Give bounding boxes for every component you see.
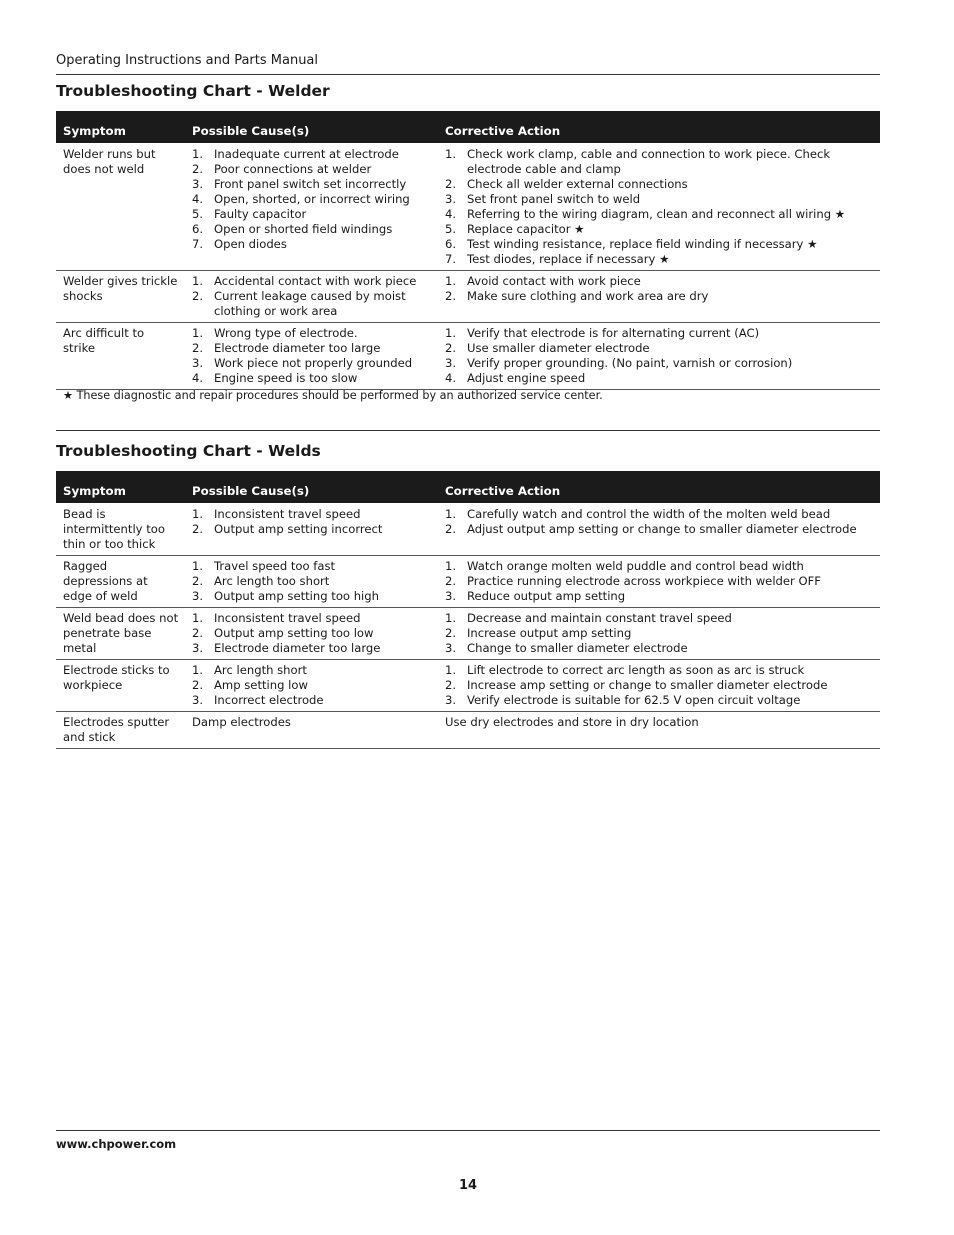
service-center-note: ★ These diagnostic and repair procedures should be performed by an authorized service center. bbox=[63, 389, 603, 402]
item-text: Use smaller diameter electrode bbox=[467, 341, 650, 355]
item-number: 2. bbox=[445, 522, 457, 536]
list-item bbox=[192, 678, 432, 693]
item-text: Front panel switch set incorrectly bbox=[214, 177, 407, 191]
item-text: Current leakage caused by moist clothing or work area bbox=[214, 289, 406, 318]
causes-cell bbox=[185, 608, 438, 660]
action-list bbox=[445, 326, 874, 386]
item-text: Adjust engine speed bbox=[467, 371, 586, 385]
list-item bbox=[192, 626, 432, 641]
welder-troubleshooting-table bbox=[56, 111, 880, 390]
action-list bbox=[445, 147, 874, 267]
item-text: Verify proper grounding. (No paint, varnish or corrosion) bbox=[467, 356, 793, 370]
list-item bbox=[445, 274, 874, 289]
item-number: 2. bbox=[445, 177, 457, 191]
action-list bbox=[445, 274, 874, 304]
item-number: 4. bbox=[192, 371, 204, 385]
list-item bbox=[192, 663, 432, 678]
page-number: 14 bbox=[458, 1178, 478, 1193]
list-item bbox=[445, 147, 874, 177]
item-text: Wrong type of electrode. bbox=[214, 326, 358, 340]
list-item bbox=[192, 641, 432, 656]
item-number: 2. bbox=[445, 289, 457, 303]
item-text: Practice running electrode across workpiece with welder OFF bbox=[467, 574, 821, 588]
item-text: Make sure clothing and work area are dry bbox=[467, 289, 709, 303]
item-number: 3. bbox=[192, 641, 204, 655]
actions-cell bbox=[438, 608, 880, 660]
item-text: Faulty capacitor bbox=[214, 207, 307, 221]
column-header-symptom: Symptom bbox=[56, 111, 185, 143]
actions-cell bbox=[438, 143, 880, 271]
running-header: Operating Instructions and Parts Manual bbox=[56, 53, 319, 68]
causes-cell bbox=[185, 503, 438, 556]
list-item bbox=[192, 274, 432, 289]
item-text: Output amp setting incorrect bbox=[214, 522, 383, 536]
list-item bbox=[445, 559, 874, 574]
list-item bbox=[192, 192, 432, 207]
item-number: 3. bbox=[445, 641, 457, 655]
causes-cell bbox=[185, 271, 438, 323]
table-row bbox=[56, 143, 880, 271]
item-text: Avoid contact with work piece bbox=[467, 274, 641, 288]
item-number: 1. bbox=[445, 147, 457, 161]
item-number: 1. bbox=[192, 663, 204, 677]
symptom-cell: Electrodes sputter and stick bbox=[56, 712, 185, 749]
table-row bbox=[56, 712, 880, 749]
list-item bbox=[192, 589, 432, 604]
item-number: 2. bbox=[192, 626, 204, 640]
item-text: Poor connections at welder bbox=[214, 162, 372, 176]
cause-list bbox=[192, 715, 432, 730]
table-row bbox=[56, 608, 880, 660]
item-text: Referring to the wiring diagram, clean and reconnect all wiring ★ bbox=[467, 207, 846, 221]
list-item bbox=[192, 715, 432, 730]
item-number: 2. bbox=[192, 574, 204, 588]
item-text: Check all welder external connections bbox=[467, 177, 688, 191]
symptom-cell: Weld bead does not penetrate base metal bbox=[56, 608, 185, 660]
list-item bbox=[445, 715, 874, 730]
list-item bbox=[445, 192, 874, 207]
list-item bbox=[445, 222, 874, 237]
symptom-cell: Welder runs but does not weld bbox=[56, 143, 185, 271]
cause-list bbox=[192, 663, 432, 708]
actions-cell bbox=[438, 660, 880, 712]
item-text: Set front panel switch to weld bbox=[467, 192, 641, 206]
item-text: Use dry electrodes and store in dry location bbox=[445, 715, 699, 729]
item-number: 1. bbox=[192, 507, 204, 521]
list-item bbox=[445, 371, 874, 386]
item-text: Accidental contact with work piece bbox=[214, 274, 417, 288]
list-item bbox=[445, 207, 874, 222]
item-number: 7. bbox=[192, 237, 204, 251]
list-item bbox=[192, 326, 432, 341]
item-number: 2. bbox=[192, 341, 204, 355]
item-text: Lift electrode to correct arc length as soon as arc is struck bbox=[467, 663, 805, 677]
item-text: Inconsistent travel speed bbox=[214, 611, 361, 625]
symptom-cell: Bead is intermittently too thin or too thick bbox=[56, 503, 185, 556]
item-number: 2. bbox=[445, 574, 457, 588]
welds-troubleshooting-table bbox=[56, 471, 880, 749]
list-item bbox=[192, 237, 432, 252]
list-item bbox=[445, 693, 874, 708]
table-row bbox=[56, 323, 880, 390]
item-number: 1. bbox=[445, 663, 457, 677]
item-text: Test diodes, replace if necessary ★ bbox=[467, 252, 670, 266]
item-number: 1. bbox=[192, 326, 204, 340]
item-number: 1. bbox=[192, 147, 204, 161]
list-item bbox=[445, 663, 874, 678]
item-text: Open, shorted, or incorrect wiring bbox=[214, 192, 410, 206]
list-item bbox=[445, 326, 874, 341]
item-number: 3. bbox=[445, 192, 457, 206]
item-text: Travel speed too fast bbox=[214, 559, 336, 573]
item-text: Output amp setting too low bbox=[214, 626, 374, 640]
header-divider bbox=[56, 74, 880, 75]
item-text: Amp setting low bbox=[214, 678, 308, 692]
list-item bbox=[192, 162, 432, 177]
list-item bbox=[192, 222, 432, 237]
item-text: Arc length short bbox=[214, 663, 307, 677]
item-number: 2. bbox=[445, 678, 457, 692]
item-number: 3. bbox=[192, 693, 204, 707]
item-number: 3. bbox=[192, 177, 204, 191]
item-text: Incorrect electrode bbox=[214, 693, 324, 707]
item-text: Verify electrode is suitable for 62.5 V open circuit voltage bbox=[467, 693, 801, 707]
item-number: 1. bbox=[445, 326, 457, 340]
cause-list bbox=[192, 559, 432, 604]
item-number: 3. bbox=[192, 589, 204, 603]
cause-list bbox=[192, 611, 432, 656]
column-header-causes: Possible Cause(s) bbox=[185, 111, 438, 143]
column-header-action: Corrective Action bbox=[438, 471, 880, 503]
list-item bbox=[445, 678, 874, 693]
item-number: 6. bbox=[192, 222, 204, 236]
item-number: 3. bbox=[192, 356, 204, 370]
item-text: Decrease and maintain constant travel speed bbox=[467, 611, 732, 625]
list-item bbox=[445, 177, 874, 192]
list-item bbox=[192, 611, 432, 626]
item-number: 1. bbox=[445, 559, 457, 573]
welds-chart-title: Troubleshooting Chart - Welds bbox=[56, 442, 321, 460]
table-row bbox=[56, 503, 880, 556]
causes-cell bbox=[185, 323, 438, 390]
causes-cell bbox=[185, 660, 438, 712]
item-number: 2. bbox=[192, 522, 204, 536]
item-number: 7. bbox=[445, 252, 457, 266]
column-header-causes: Possible Cause(s) bbox=[185, 471, 438, 503]
item-number: 1. bbox=[192, 559, 204, 573]
item-number: 1. bbox=[445, 274, 457, 288]
item-text: Engine speed is too slow bbox=[214, 371, 358, 385]
item-text: Watch orange molten weld puddle and control bead width bbox=[467, 559, 804, 573]
item-number: 2. bbox=[445, 341, 457, 355]
item-text: Reduce output amp setting bbox=[467, 589, 626, 603]
item-number: 6. bbox=[445, 237, 457, 251]
table-row bbox=[56, 556, 880, 608]
item-text: Replace capacitor ★ bbox=[467, 222, 585, 236]
item-number: 4. bbox=[445, 207, 457, 221]
item-text: Inadequate current at electrode bbox=[214, 147, 399, 161]
item-text: Electrode diameter too large bbox=[214, 341, 381, 355]
item-number: 3. bbox=[445, 693, 457, 707]
item-text: Open diodes bbox=[214, 237, 287, 251]
table-header-row bbox=[56, 111, 880, 143]
item-number: 2. bbox=[192, 678, 204, 692]
item-number: 5. bbox=[445, 222, 457, 236]
list-item bbox=[445, 237, 874, 252]
item-number: 4. bbox=[192, 192, 204, 206]
item-text: Adjust output amp setting or change to smaller diameter electrode bbox=[467, 522, 857, 536]
item-text: Increase output amp setting bbox=[467, 626, 632, 640]
section-divider bbox=[56, 430, 880, 431]
list-item bbox=[445, 574, 874, 589]
item-text: Open or shorted field windings bbox=[214, 222, 393, 236]
list-item bbox=[192, 177, 432, 192]
item-text: Damp electrodes bbox=[192, 715, 291, 729]
causes-cell bbox=[185, 143, 438, 271]
table-row bbox=[56, 271, 880, 323]
item-text: Work piece not properly grounded bbox=[214, 356, 413, 370]
item-text: Test winding resistance, replace field winding if necessary ★ bbox=[467, 237, 818, 251]
item-text: Increase amp setting or change to smaller diameter electrode bbox=[467, 678, 828, 692]
list-item bbox=[192, 356, 432, 371]
actions-cell bbox=[438, 556, 880, 608]
list-item bbox=[445, 507, 874, 522]
actions-cell bbox=[438, 503, 880, 556]
symptom-cell: Arc difficult to strike bbox=[56, 323, 185, 390]
item-number: 1. bbox=[192, 274, 204, 288]
item-text: Carefully watch and control the width of the molten weld bead bbox=[467, 507, 831, 521]
action-list bbox=[445, 611, 874, 656]
item-number: 3. bbox=[445, 356, 457, 370]
causes-cell bbox=[185, 712, 438, 749]
list-item bbox=[192, 507, 432, 522]
item-number: 1. bbox=[445, 507, 457, 521]
cause-list bbox=[192, 274, 432, 319]
action-list bbox=[445, 559, 874, 604]
item-number: 1. bbox=[192, 611, 204, 625]
item-text: Output amp setting too high bbox=[214, 589, 379, 603]
column-header-action: Corrective Action bbox=[438, 111, 880, 143]
action-list bbox=[445, 507, 874, 537]
list-item bbox=[445, 522, 874, 537]
list-item bbox=[192, 693, 432, 708]
actions-cell bbox=[438, 271, 880, 323]
item-text: Arc length too short bbox=[214, 574, 330, 588]
actions-cell bbox=[438, 323, 880, 390]
item-text: Inconsistent travel speed bbox=[214, 507, 361, 521]
item-text: Electrode diameter too large bbox=[214, 641, 381, 655]
item-text: Verify that electrode is for alternating current (AC) bbox=[467, 326, 760, 340]
cause-list bbox=[192, 507, 432, 537]
table-header-row bbox=[56, 471, 880, 503]
list-item bbox=[445, 289, 874, 304]
footer-divider bbox=[56, 1130, 880, 1131]
list-item bbox=[445, 341, 874, 356]
list-item bbox=[192, 522, 432, 537]
item-text: Change to smaller diameter electrode bbox=[467, 641, 688, 655]
list-item bbox=[445, 611, 874, 626]
cause-list bbox=[192, 326, 432, 386]
causes-cell bbox=[185, 556, 438, 608]
table-row bbox=[56, 660, 880, 712]
welder-chart-title: Troubleshooting Chart - Welder bbox=[56, 82, 330, 100]
item-number: 5. bbox=[192, 207, 204, 221]
list-item bbox=[192, 341, 432, 356]
symptom-cell: Electrode sticks to workpiece bbox=[56, 660, 185, 712]
item-text: Check work clamp, cable and connection to work piece. Check electrode cable and clamp bbox=[467, 147, 831, 176]
item-number: 2. bbox=[192, 162, 204, 176]
welds-table-body bbox=[56, 503, 880, 749]
item-number: 3. bbox=[445, 589, 457, 603]
actions-cell bbox=[438, 712, 880, 749]
action-list bbox=[445, 663, 874, 708]
list-item bbox=[192, 207, 432, 222]
column-header-symptom: Symptom bbox=[56, 471, 185, 503]
cause-list bbox=[192, 147, 432, 252]
symptom-cell: Ragged depressions at edge of weld bbox=[56, 556, 185, 608]
item-number: 4. bbox=[445, 371, 457, 385]
item-number: 1. bbox=[445, 611, 457, 625]
item-number: 2. bbox=[445, 626, 457, 640]
list-item bbox=[445, 641, 874, 656]
list-item bbox=[445, 252, 874, 267]
list-item bbox=[192, 574, 432, 589]
list-item bbox=[192, 147, 432, 162]
list-item bbox=[445, 589, 874, 604]
welder-table-body bbox=[56, 143, 880, 390]
list-item bbox=[445, 356, 874, 371]
list-item bbox=[445, 626, 874, 641]
list-item bbox=[192, 559, 432, 574]
list-item bbox=[192, 289, 432, 319]
symptom-cell: Welder gives trickle shocks bbox=[56, 271, 185, 323]
item-number: 2. bbox=[192, 289, 204, 303]
website-url: www.chpower.com bbox=[56, 1137, 177, 1151]
action-list bbox=[445, 715, 874, 730]
list-item bbox=[192, 371, 432, 386]
